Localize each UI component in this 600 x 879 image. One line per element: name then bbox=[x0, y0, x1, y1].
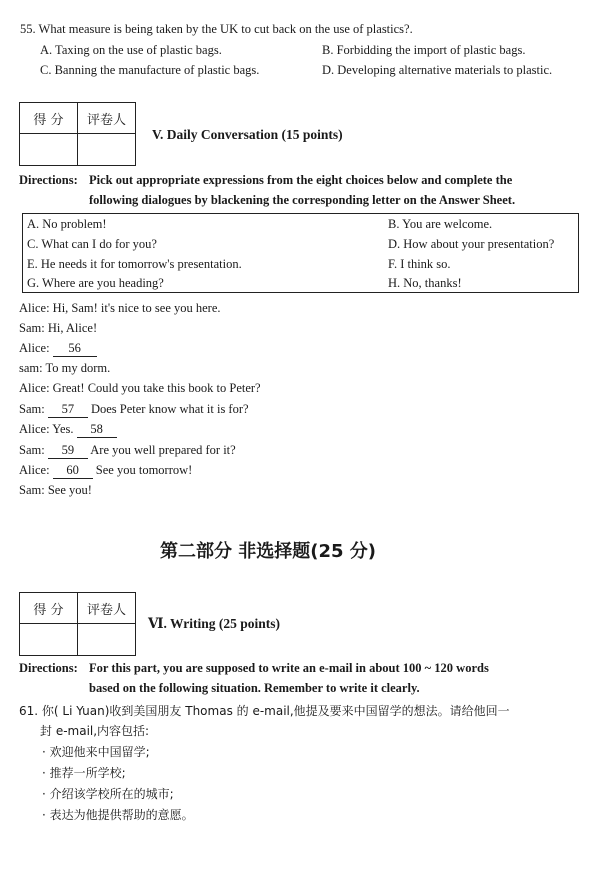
blank-57: 57 bbox=[48, 402, 88, 418]
dialogue-line-7: Alice: Yes. 58 bbox=[19, 422, 117, 438]
q55-option-a: A. Taxing on the use of plastic bags. bbox=[40, 43, 222, 57]
dialogue-line-3: Alice: 56 bbox=[19, 341, 97, 357]
section6-directions-line1: For this part, you are supposed to write an e-mail in about 100 ~ 120 words bbox=[89, 661, 489, 675]
dialogue-line-9: Alice: 60 See you tomorrow! bbox=[19, 463, 193, 477]
blank-60: 60 bbox=[53, 463, 93, 479]
section6-directions-line2: based on the following situation. Remember to write it clearly. bbox=[89, 681, 420, 695]
choice-d: D. How about your presentation? bbox=[388, 237, 555, 251]
q61-bullet-3: · 介绍该学校所在的城市; bbox=[42, 787, 174, 801]
q55-option-b: B. Forbidding the import of plastic bags. bbox=[322, 43, 526, 57]
q61-bullet-1: · 欢迎他来中国留学; bbox=[42, 745, 150, 759]
dialogue-line-4: sam: To my dorm. bbox=[19, 361, 111, 375]
score-box-section5 bbox=[19, 102, 136, 166]
score-cell bbox=[20, 624, 78, 656]
choice-a: A. No problem! bbox=[27, 217, 107, 231]
blank-59: 59 bbox=[48, 443, 88, 459]
score-box-section6 bbox=[19, 592, 136, 656]
dialogue-line-5: Alice: Great! Could you take this book to Peter? bbox=[19, 381, 261, 395]
dialogue-line-2: Sam: Hi, Alice! bbox=[19, 321, 98, 335]
choice-c: C. What can I do for you? bbox=[27, 237, 157, 251]
section5-directions-label: Directions: bbox=[19, 173, 78, 187]
q55-stem: 55. What measure is being taken by the UK to cut back on the use of plastics?. bbox=[20, 22, 413, 36]
grader-cell bbox=[78, 134, 136, 166]
section6-title: Ⅵ. Writing (25 points) bbox=[148, 616, 281, 631]
choice-h: H. No, thanks! bbox=[388, 276, 462, 290]
score-label: 得 分 bbox=[20, 593, 78, 624]
grader-label: 评卷人 bbox=[78, 593, 136, 624]
grader-cell bbox=[78, 624, 136, 656]
dialogue-line-1: Alice: Hi, Sam! it's nice to see you here. bbox=[19, 301, 221, 315]
score-label: 得 分 bbox=[20, 103, 78, 134]
q61-bullet-2: · 推荐一所学校; bbox=[42, 766, 126, 780]
score-cell bbox=[20, 134, 78, 166]
section5-directions-line1: Pick out appropriate expressions from the eight choices below and complete the bbox=[89, 173, 513, 187]
choice-g: G. Where are you heading? bbox=[27, 276, 164, 290]
q55-option-d: D. Developing alternative materials to plastic. bbox=[322, 63, 553, 77]
blank-58: 58 bbox=[77, 422, 117, 438]
q61-bullet-4: · 表达为他提供帮助的意愿。 bbox=[42, 808, 194, 822]
part2-title: 第二部分 非选择题(25 分) bbox=[160, 541, 377, 562]
choice-f: F. I think so. bbox=[388, 257, 451, 271]
choice-e: E. He needs it for tomorrow's presentation. bbox=[27, 257, 242, 271]
q55-option-c: C. Banning the manufacture of plastic bags. bbox=[40, 63, 260, 77]
grader-label: 评卷人 bbox=[78, 103, 136, 134]
section5-directions-line2: following dialogues by blackening the corresponding letter on the Answer Sheet. bbox=[89, 193, 516, 207]
choices-box bbox=[22, 213, 579, 293]
dialogue-line-10: Sam: See you! bbox=[19, 483, 92, 497]
q61-line1: 61. 你( Li Yuan)收到美国朋友 Thomas 的 e-mail,他提及要来中国留学的想法。请给他回一 bbox=[19, 704, 510, 718]
section6-directions-label: Directions: bbox=[19, 661, 78, 675]
choice-b: B. You are welcome. bbox=[388, 217, 493, 231]
section5-title: V. Daily Conversation (15 points) bbox=[152, 127, 343, 142]
dialogue-line-8: Sam: 59 Are you well prepared for it? bbox=[19, 443, 236, 457]
blank-56: 56 bbox=[53, 341, 97, 357]
dialogue-line-6: Sam: 57 Does Peter know what it is for? bbox=[19, 402, 249, 416]
q61-line2: 封 e-mail,内容包括: bbox=[40, 724, 150, 738]
